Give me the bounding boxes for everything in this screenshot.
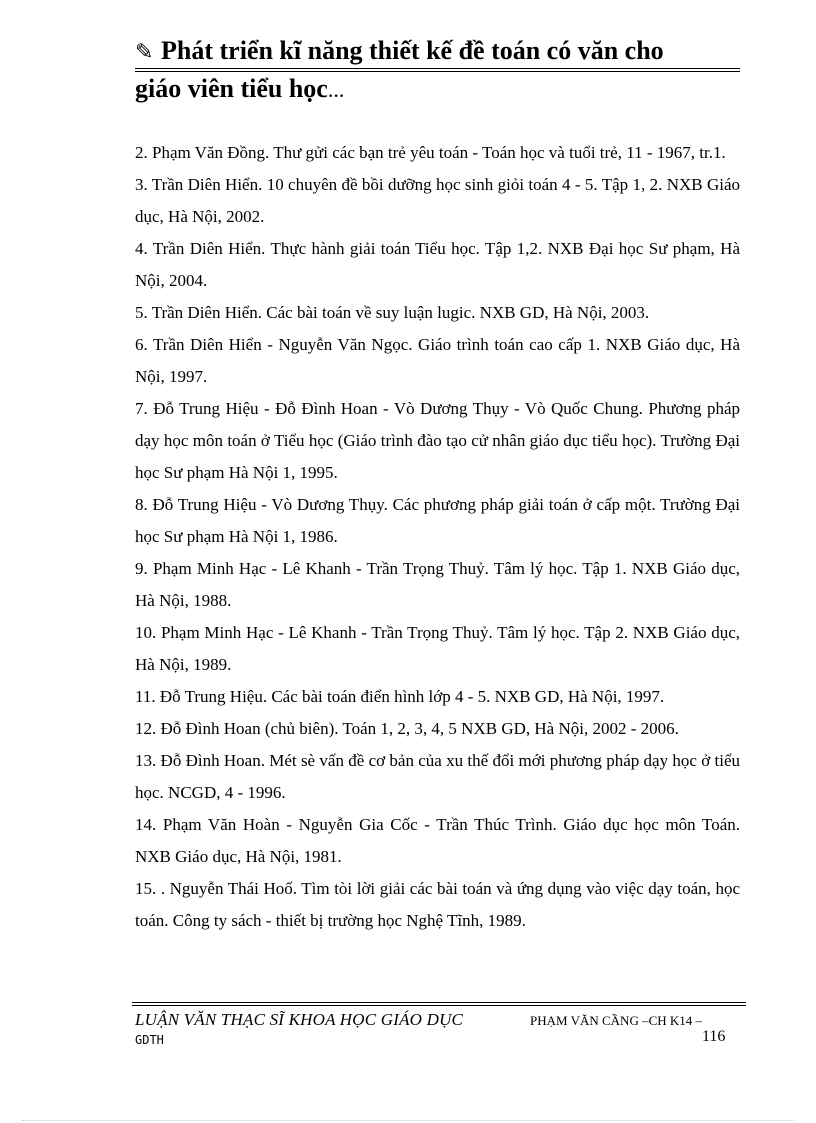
header-title-text: Phát triển kĩ năng thiết kế đề toán có văn cho <box>161 36 664 65</box>
reference-item: 12. Đỗ Đình Hoan (chủ biên). Toán 1, 2, 3, 4, 5 NXB GD, Hà Nội, 2002 - 2006. <box>135 719 679 738</box>
reference-item: 4. Trần Diên Hiển. Thực hành giải toán Tiểu học. Tập 1,2. NXB Đại học Sư phạm, Hà Nội, 2004. <box>135 239 740 290</box>
reference-item: 8. Đỗ Trung Hiệu - Vò Dương Thụy. Các phương pháp giải toán ở cấp một. Trường Đại học Sư phạm Hà Nội 1, 1986. <box>135 495 740 546</box>
pencil-icon: ✎ <box>135 39 154 64</box>
header-title-line2 <box>135 72 344 107</box>
page-header <box>135 34 740 103</box>
page-bottom-edge <box>22 1120 794 1121</box>
footer-author: PHẠM VĂN CẦNG –CH K14 – <box>530 1013 703 1028</box>
reference-item: 5. Trần Diên Hiển. Các bài toán về suy luận lugic. NXB GD, Hà Nội, 2003. <box>135 303 650 322</box>
footer-title: LUẬN VĂN THẠC SĨ KHOA HỌC GIÁO DỤC <box>135 1010 464 1029</box>
reference-item: 13. Đỗ Đình Hoan. Mét sè vấn đề cơ bản của xu thế đổi mới phương pháp dạy học ở tiểu học. NCGD, 4 - 1996. <box>135 751 740 802</box>
reference-list <box>135 137 740 937</box>
header-title-text-2: giáo viên tiểu học <box>135 74 328 103</box>
reference-item: 9. Phạm Minh Hạc - Lê Khanh - Trần Trọng Thuỷ. Tâm lý học. Tập 1. NXB Giáo dục, Hà Nội, 1988. <box>135 559 740 610</box>
footer-rule <box>132 1002 746 1006</box>
header-title-line1 <box>135 34 740 69</box>
reference-item: 11. Đỗ Trung Hiệu. Các bài toán điển hình lớp 4 - 5. NXB GD, Hà Nội, 1997. <box>135 687 665 706</box>
footer-program: GDTH <box>135 1033 164 1047</box>
page-number: 116 <box>702 1028 726 1045</box>
reference-item: 6. Trần Diên Hiển - Nguyễn Văn Ngọc. Giáo trình toán cao cấp 1. NXB Giáo dục, Hà Nội, 1997. <box>135 335 740 386</box>
reference-item: 15. . Nguyễn Thái Hoố. Tìm tòi lời giải các bài toán và ứng dụng vào việc dạy toán, học toán. Công ty sách - thiết bị trường học Nghệ Tĩnh, 1989. <box>135 879 740 930</box>
reference-item: 2. Phạm Văn Đồng. Thư gửi các bạn trẻ yêu toán - Toán học và tuổi trẻ, 11 - 1967, tr.1. <box>135 143 726 162</box>
reference-item: 10. Phạm Minh Hạc - Lê Khanh - Trần Trọng Thuỷ. Tâm lý học. Tập 2. NXB Giáo dục, Hà Nội, 1989. <box>135 623 740 674</box>
reference-item: 3. Trần Diên Hiển. 10 chuyên đề bồi dưỡng học sinh giỏi toán 4 - 5. Tập 1, 2. NXB Giáo dục, Hà Nội, 2002. <box>135 175 740 226</box>
reference-item: 7. Đỗ Trung Hiệu - Đỗ Đình Hoan - Vò Dương Thụy - Vò Quốc Chung. Phương pháp dạy học môn toán ở Tiểu học (Giáo trình đào tạo cử nhân giáo dục tiểu học). Trường Đại học Sư phạm Hà Nội 1, 1995. <box>135 399 740 482</box>
header-ellipsis: ... <box>327 77 345 102</box>
reference-item: 14. Phạm Văn Hoàn - Nguyễn Gia Cốc - Trần Thúc Trình. Giáo dục học môn Toán. NXB Giáo dục, Hà Nội, 1981. <box>135 815 740 866</box>
